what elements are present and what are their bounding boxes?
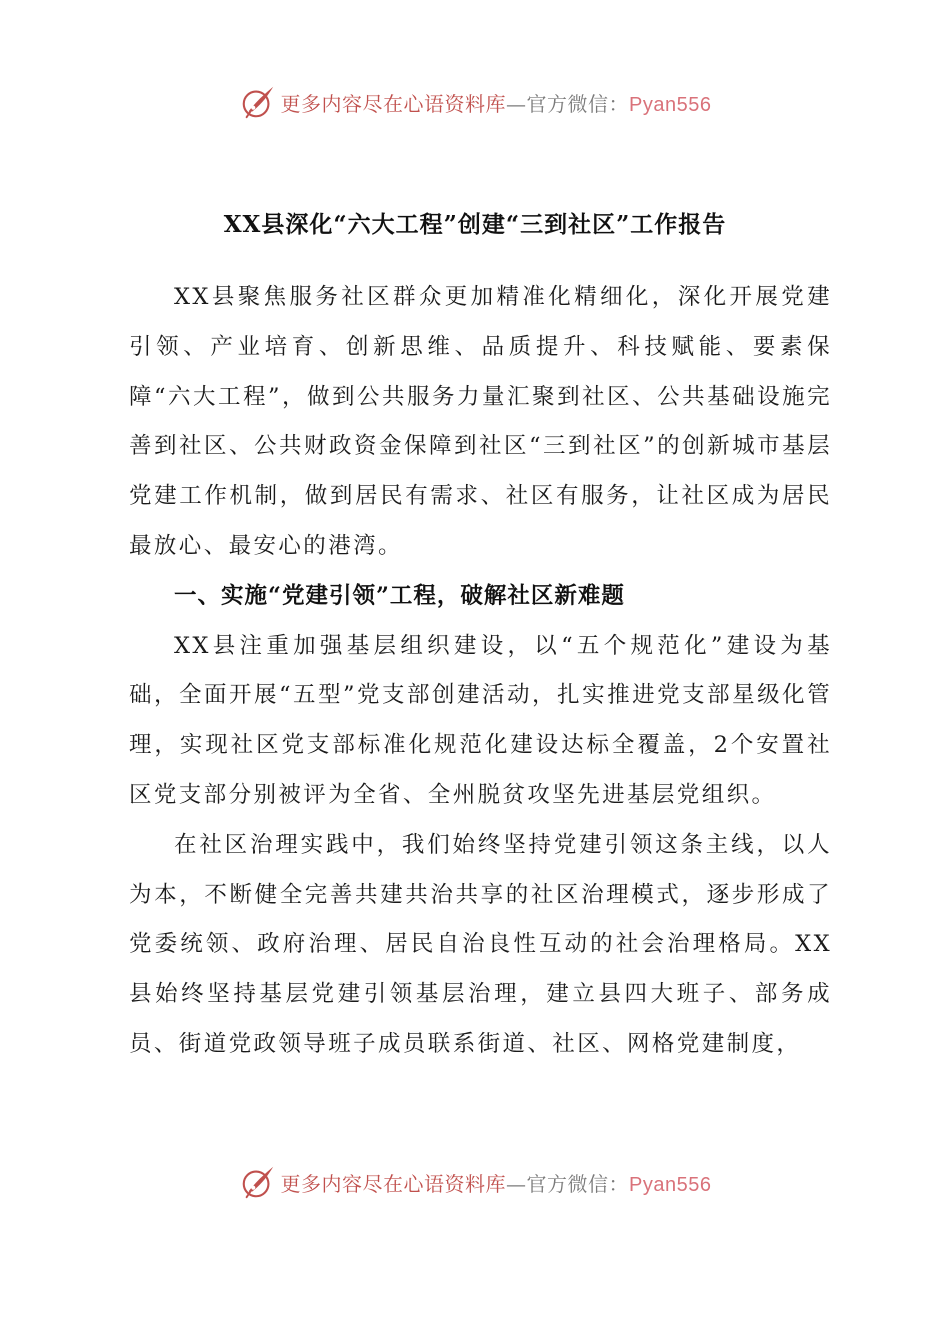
footer-banner-main: 更多内容尽在心语资料库 [280,1171,507,1196]
header-banner-text [281,88,712,117]
section1-heading: 一、实施“党建引领”工程，破解社区新难题 [174,582,625,609]
header-banner-dash: —官方微信： [506,91,630,116]
footer-watermark-banner [0,1162,950,1202]
header-banner-main: 更多内容尽在心语资料库 [280,91,507,116]
footer-banner-text [281,1168,712,1197]
footer-banner-id: Pyan556 [629,1173,712,1196]
footer-banner-dash: —官方微信： [506,1171,630,1196]
document-title: XX县深化“六大工程”创建“三到社区”工作报告 [223,211,727,238]
document-body [129,273,832,1070]
quill-pen-logo-icon [239,83,277,121]
header-watermark-banner [0,82,950,122]
intro-paragraph: XX县聚焦服务社区群众更加精准化精细化，深化开展党建引领、产业培育、创新思维、品质提升、科技赋能、要素保障“六大工程”，做到公共服务力量汇聚到社区、公共基础设施完善到社区、公共财政资金保障到社区“三到社区”的创新城市基层党建工作机制，做到居民有需求、社区有服务，让社区成为居民最放心、最安心的港湾。 [129,284,832,559]
section1-paragraph-2: 在社区治理实践中，我们始终坚持党建引领这条主线，以人为本，不断健全完善共建共治共享的社区治理模式，逐步形成了党委统领、政府治理、居民自治良性互动的社会治理格局。XX县始终坚持基层党建引领基层治理，建立县四大班子、部务成员、街道党政领导班子成员联系街道、社区、网格党建制度， [129,831,832,1057]
header-banner-id: Pyan556 [629,93,712,116]
section1-paragraph-1: XX县注重加强基层组织建设，以“五个规范化”建设为基础，全面开展“五型”党支部创建活动，扎实推进党支部星级化管理，实现社区党支部标准化规范化建设达标全覆盖，2个安置社区党支部分别被评为全省、全州脱贫攻坚先进基层党组织。 [129,632,832,808]
quill-pen-logo-icon [239,1163,277,1201]
